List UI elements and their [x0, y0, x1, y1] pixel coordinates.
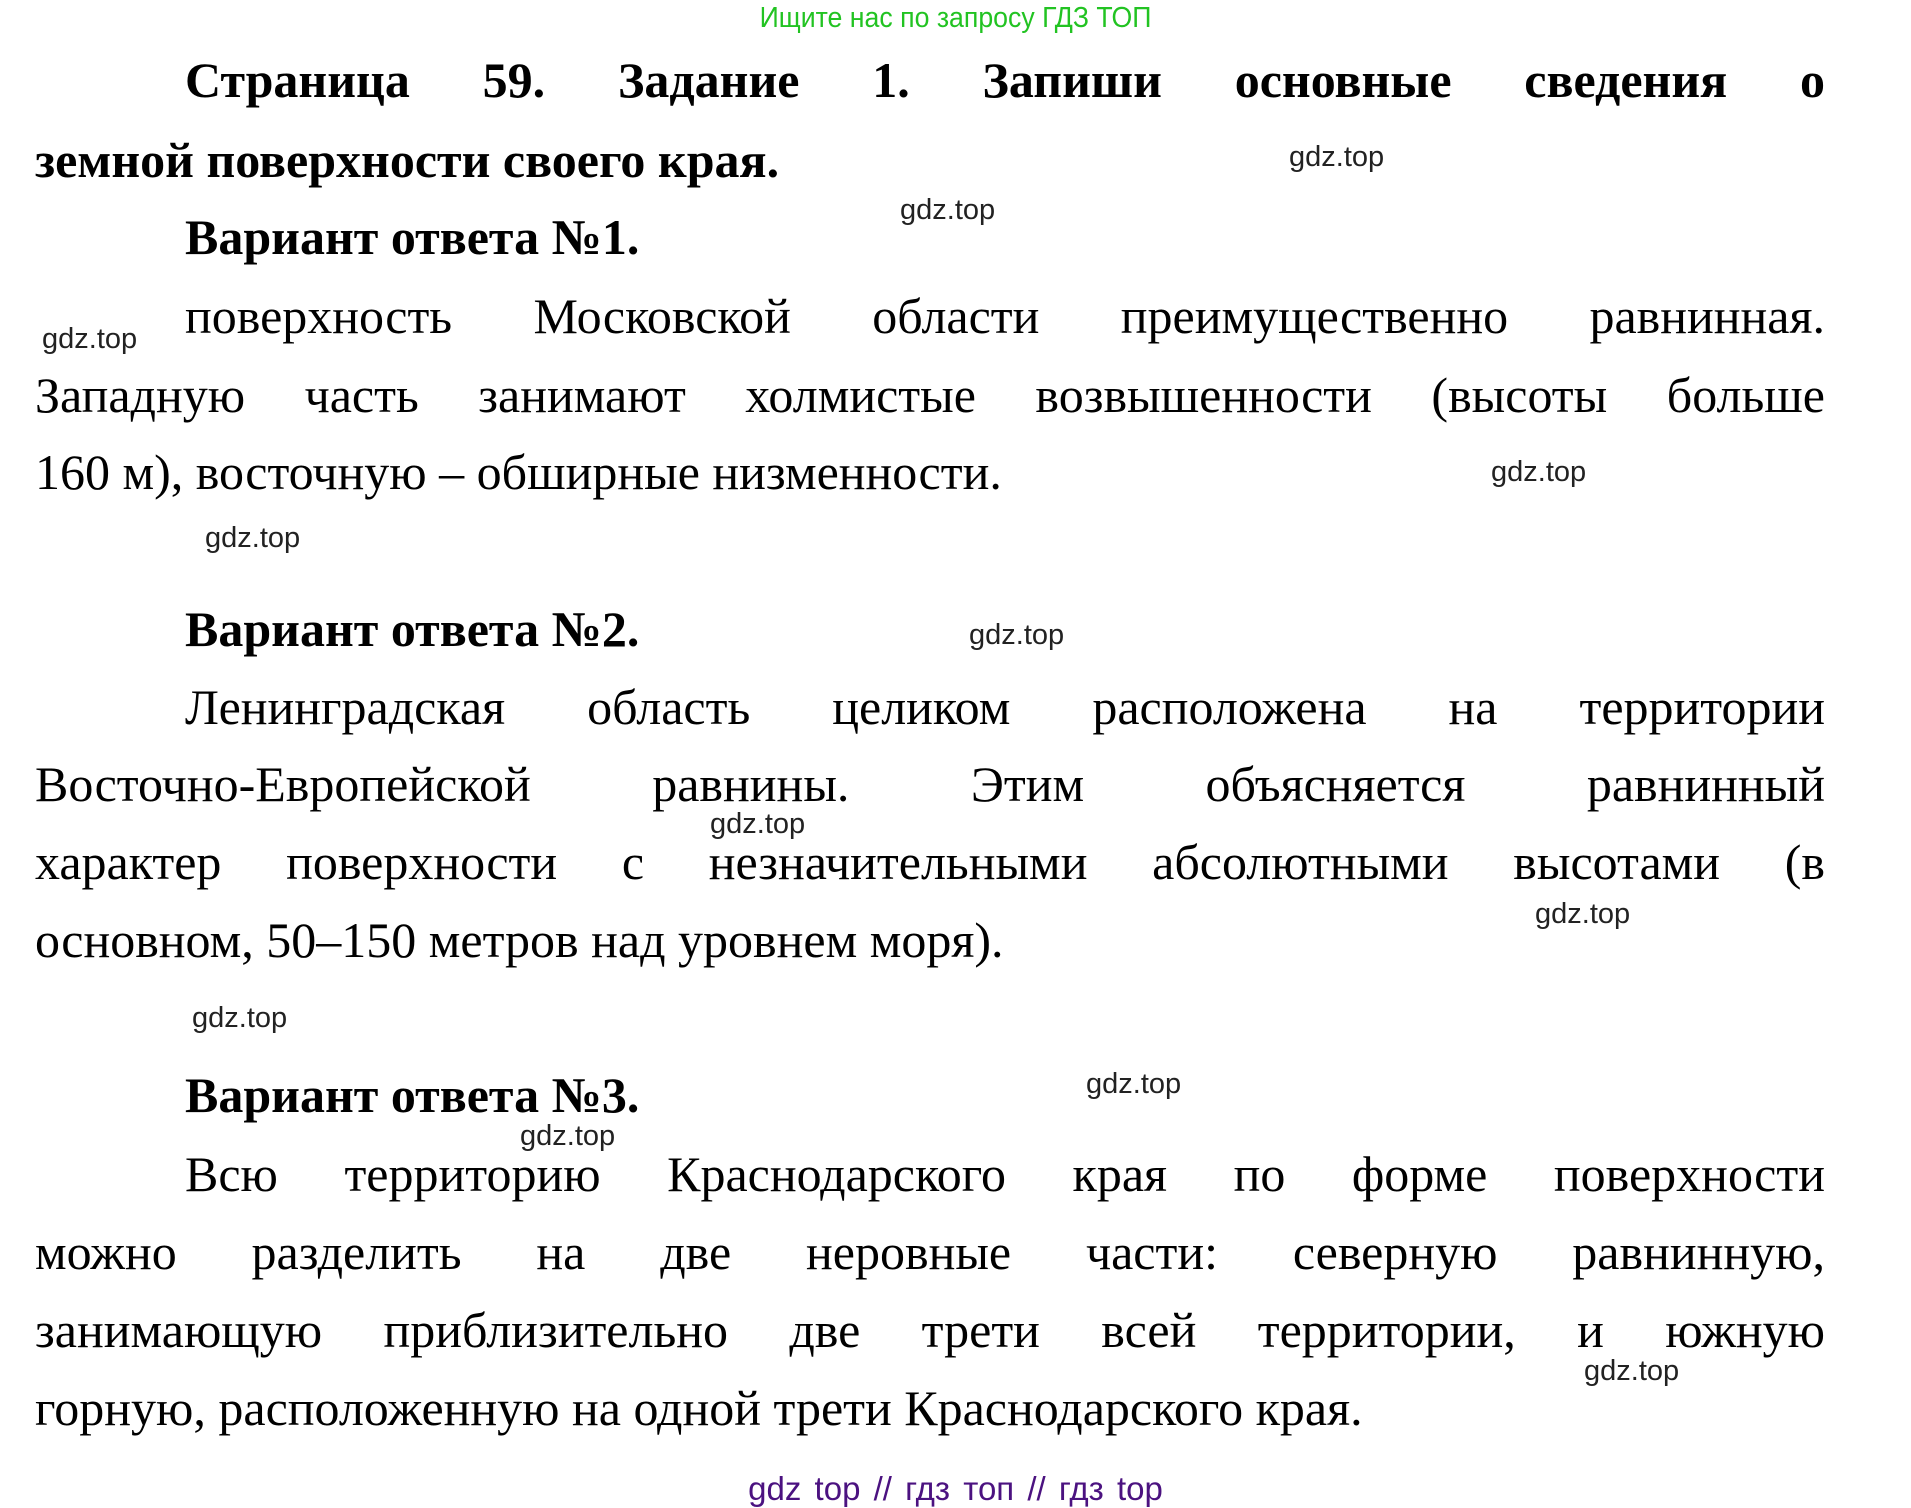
watermark: gdz.top [520, 1120, 616, 1152]
watermark: gdz.top [42, 323, 138, 355]
variant-3-line: занимающую приблизительно две трети всей территории, и южную [35, 1302, 1825, 1358]
variant-3-line: горную, расположенную на одной трети Краснодарского края. [35, 1380, 1363, 1436]
footer-watermark: gdz top // гдз топ // гдз top [748, 1470, 1163, 1507]
task-title-line-2: земной поверхности своего края. [35, 132, 780, 188]
watermark: gdz.top [1491, 456, 1587, 488]
variant-3-line: Всю территорию Краснодарского края по форме поверхности [185, 1146, 1825, 1202]
variant-1-heading: Вариант ответа №1. [185, 209, 640, 265]
watermark: gdz.top [1584, 1355, 1680, 1387]
watermark: gdz.top [710, 808, 806, 840]
watermark: gdz.top [1086, 1068, 1182, 1100]
variant-1-line: 160 м), восточную – обширные низменности. [35, 444, 1002, 500]
watermark: gdz.top [969, 619, 1065, 651]
variant-2-line: основном, 50–150 метров над уровнем моря). [35, 912, 1004, 968]
variant-1-line: поверхность Московской области преимущественно равнинная. [185, 288, 1825, 344]
search-banner: Ищите нас по запросу ГДЗ ТОП [759, 2, 1152, 34]
variant-2-heading: Вариант ответа №2. [185, 601, 640, 657]
watermark: gdz.top [192, 1002, 288, 1034]
task-title-line-1: Страница 59. Задание 1. Запиши основные сведения о [185, 52, 1825, 108]
variant-2-line: Ленинградская область целиком расположена на территории [185, 679, 1825, 735]
watermark: gdz.top [1535, 898, 1631, 930]
variant-3-line: можно разделить на две неровные части: северную равнинную, [35, 1224, 1825, 1280]
variant-3-heading: Вариант ответа №3. [185, 1067, 640, 1123]
watermark: gdz.top [1289, 141, 1385, 173]
variant-1-line: Западную часть занимают холмистые возвышенности (высоты больше [35, 367, 1825, 423]
watermark: gdz.top [900, 194, 996, 226]
variant-2-line: Восточно-Европейской равнины. Этим объясняется равнинный [35, 756, 1825, 812]
variant-2-line: характер поверхности с незначительными абсолютными высотами (в [35, 834, 1825, 890]
watermark: gdz.top [205, 522, 301, 554]
